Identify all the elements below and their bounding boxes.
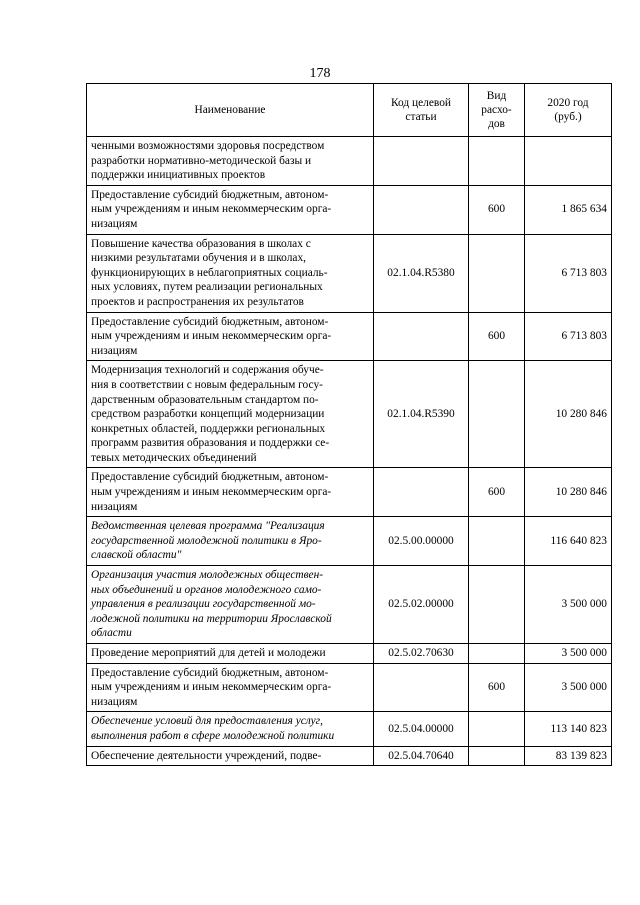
row-amount [525,137,612,186]
row-name-line: дарственным образовательным стандартом по- [91,393,319,406]
row-kind [469,517,525,566]
page-number: 178 [309,66,331,81]
row-amount: 3 500 000 [525,644,612,664]
row-name [87,663,374,712]
row-name-line: государственной молодежной политики в Яро- [91,534,322,547]
row-kind [469,566,525,644]
row-name-line: Предоставление субсидий бюджетным, автоном- [91,471,329,484]
row-name-line: ным учреждениям и иным некоммерческим орга- [91,486,332,499]
row-amount: 6 713 803 [525,234,612,312]
table-header-row [87,84,612,137]
table-row [87,361,612,468]
row-amount: 3 500 000 [525,566,612,644]
table-row [87,517,612,566]
row-code: 02.5.02.00000 [374,566,469,644]
row-name [87,644,374,664]
row-kind [469,234,525,312]
row-name-line: области [91,627,132,640]
row-name [87,517,374,566]
row-name-line: славской области" [91,549,182,562]
row-amount: 83 139 823 [525,746,612,766]
row-name-line: низациям [91,500,138,513]
row-name-line: Предоставление субсидий бюджетным, автоном- [91,315,329,328]
row-amount: 113 140 823 [525,712,612,746]
row-name-line: низкими результатами обучения и в школах, [91,252,307,265]
row-name [87,234,374,312]
row-kind [469,361,525,468]
row-amount: 1 865 634 [525,185,612,234]
row-name-line: ным учреждениям и иным некоммерческим орга- [91,330,332,343]
row-code: 02.5.04.00000 [374,712,469,746]
row-code: 02.5.02.70630 [374,644,469,664]
row-name-line: проектов и распространения их результатов [91,295,304,308]
row-amount: 116 640 823 [525,517,612,566]
row-name-line: Модернизация технологий и содержания обуче- [91,364,324,377]
row-kind: 600 [469,468,525,517]
row-code: 02.1.04.R5390 [374,361,469,468]
row-name-line: Предоставление субсидий бюджетным, автоном- [91,666,329,679]
row-name-line: Ведомственная целевая программа "Реализация [91,520,325,533]
row-amount: 10 280 846 [525,468,612,517]
row-name-line: ченными возможностями здоровья посредством [91,140,325,152]
budget-table [86,83,612,766]
row-name-line: поддержки инициативных проектов [91,169,266,182]
row-kind [469,746,525,766]
row-amount: 6 713 803 [525,312,612,361]
row-name-line: низациям [91,695,138,708]
row-code [374,663,469,712]
row-name-line: конкретных областей, поддержки региональных [91,422,326,435]
row-amount: 10 280 846 [525,361,612,468]
row-name-line: ных условиях, путем реализации региональных [91,281,323,294]
row-name-line: ных объединений и органов молодежного само- [91,583,322,596]
row-name [87,712,374,746]
row-name-line: Обеспечение условий для предоставления услуг, [91,715,323,728]
row-name-line: выполнения работ в сфере молодежной политики [91,729,335,742]
row-name-line: Организация участия молодежных обществен- [91,569,324,582]
table-row [87,312,612,361]
row-name-line: программ развития образования и поддержки се- [91,437,330,450]
row-name-line: разработки нормативно-методической базы и [91,154,312,167]
row-name [87,185,374,234]
header-code: Код целевой статьи [374,84,469,137]
header-kind: Вид расхо- дов [469,84,525,137]
row-name [87,361,374,468]
row-name-line: тевых методических объединений [91,451,257,464]
row-code [374,312,469,361]
table-row [87,185,612,234]
row-kind: 600 [469,185,525,234]
row-kind [469,712,525,746]
row-name-line: управления в реализации государственной мо- [91,598,316,611]
row-code [374,468,469,517]
row-code: 02.5.00.00000 [374,517,469,566]
table-row [87,234,612,312]
row-kind: 600 [469,312,525,361]
table-row [87,712,612,746]
row-name-line: ния в соответствии с новым федеральным госу- [91,378,323,391]
row-code: 02.5.04.70640 [374,746,469,766]
row-name-line: Повышение качества образования в школах с [91,237,311,250]
row-name [87,566,374,644]
row-kind: 600 [469,663,525,712]
row-name-line: Проведение мероприятий для детей и молодежи [91,647,326,659]
row-code [374,185,469,234]
row-code: 02.1.04.R5380 [374,234,469,312]
row-name-line: низациям [91,344,138,357]
row-name [87,137,374,186]
table-row [87,137,612,186]
row-kind [469,644,525,664]
table-row [87,566,612,644]
row-name-line: лодежной политики на территории Ярославской [91,612,332,625]
table-row [87,663,612,712]
row-name [87,312,374,361]
row-name-line: Обеспечение деятельности учреждений, подве- [91,749,322,762]
row-name-line: Предоставление субсидий бюджетным, автоном- [91,188,329,201]
table-row [87,644,612,664]
row-amount: 3 500 000 [525,663,612,712]
row-name-line: низациям [91,217,138,230]
header-name: Наименование [87,84,374,137]
row-name-line: ным учреждениям и иным некоммерческим орга- [91,203,332,216]
row-code [374,137,469,186]
row-name-line: средством разработки концепций модернизации [91,408,325,421]
row-name-line: функционирующих в неблагоприятных социаль- [91,266,328,279]
table-row [87,746,612,766]
row-name [87,468,374,517]
table-row [87,468,612,517]
header-amount: 2020 год (руб.) [525,84,612,137]
row-name-line: ным учреждениям и иным некоммерческим орга- [91,681,332,694]
row-name [87,746,374,766]
row-kind [469,137,525,186]
